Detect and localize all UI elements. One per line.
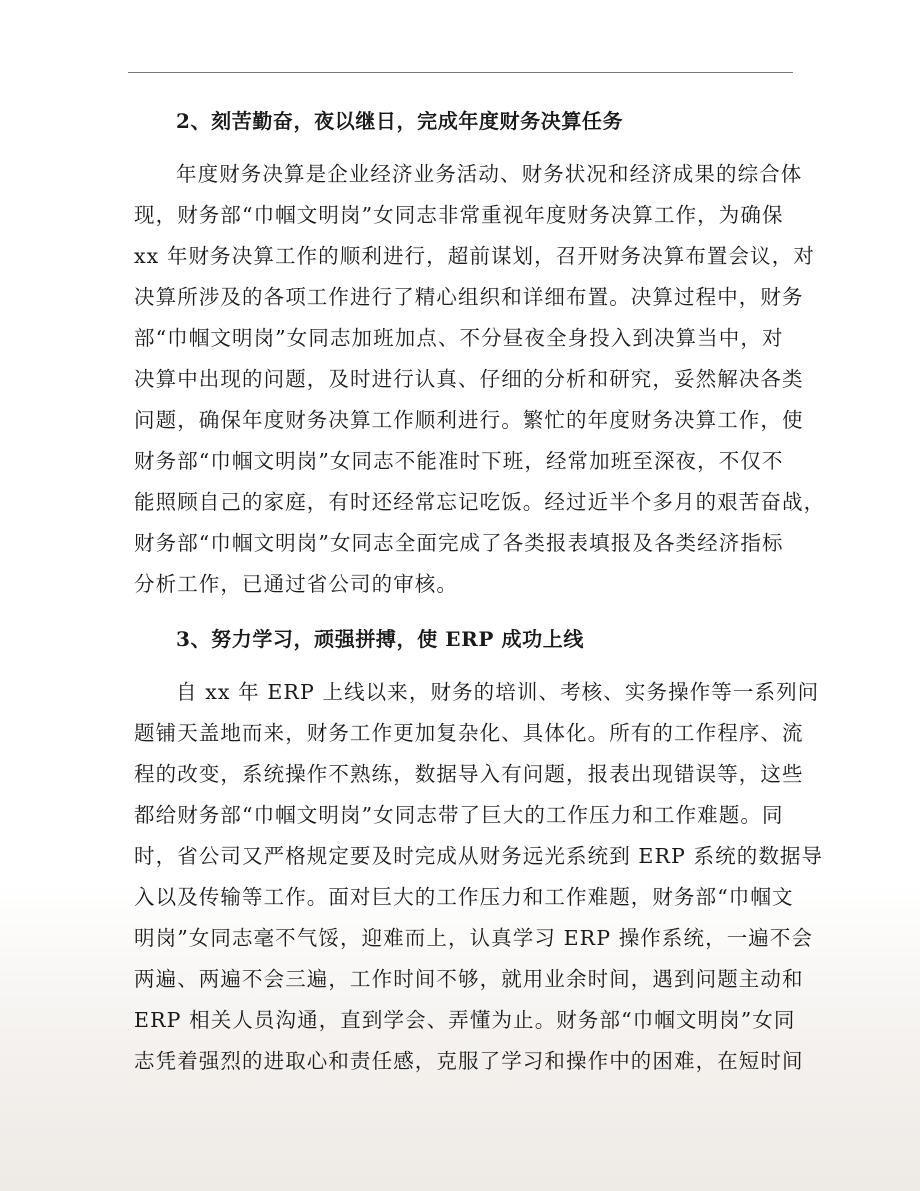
paragraph-line: 财务部“巾帼文明岗”女同志全面完成了各类报表填报及各类经济指标 <box>134 531 784 555</box>
paragraph-line: 部“巾帼文明岗”女同志加班加点、不分昼夜全身投入到决算当中，对 <box>134 326 784 350</box>
paragraph-line: 决算中出现的问题，及时进行认真、仔细的分析和研究，妥然解决各类 <box>134 367 804 391</box>
section-2-heading: 2、刻苦勤奋，夜以继日，完成年度财务决算任务 <box>176 109 624 133</box>
section-2-paragraph <box>134 154 826 605</box>
paragraph-line: 两遍、两遍不会三遍，工作时间不够，就用业余时间，遇到问题主动和 <box>134 967 804 991</box>
paragraph-line: 分析工作，已通过省公司的审核。 <box>134 572 458 596</box>
paragraph-line: ERP 相关人员沟通，直到学会、弄懂为止。财务部“巾帼文明岗”女同 <box>134 1008 796 1032</box>
paragraph-line: 都给财务部“巾帼文明岗”女同志带了巨大的工作压力和工作难题。同 <box>134 803 784 827</box>
document-body <box>134 101 826 1082</box>
paragraph-line: xx 年财务决算工作的顺利进行，超前谋划，召开财务决算布置会议，对 <box>134 244 815 268</box>
header-rule <box>128 72 793 73</box>
paragraph-line: 决算所涉及的各项工作进行了精心组织和详细布置。决算过程中，财务 <box>134 285 804 309</box>
paragraph-line: 能照顾自己的家庭，有时还经常忘记吃饭。经过近半个多月的艰苦奋战， <box>134 490 826 514</box>
paragraph-line: 财务部“巾帼文明岗”女同志不能准时下班，经常加班至深夜，不仅不 <box>134 449 784 473</box>
section-3-paragraph <box>134 672 824 1082</box>
paragraph-line: 志凭着强烈的进取心和责任感，克服了学习和操作中的困难，在短时间 <box>134 1049 804 1073</box>
paragraph-line: 自 xx 年 ERP 上线以来，财务的培训、考核、实务操作等一系列问 <box>176 680 820 704</box>
paragraph-line: 时，省公司又严格规定要及时完成从财务远光系统到 ERP 系统的数据导 <box>134 844 824 868</box>
paragraph-line: 明岗”女同志毫不气馁，迎难而上，认真学习 ERP 操作系统，一遍不会 <box>134 926 814 950</box>
paragraph-line: 问题，确保年度财务决算工作顺利进行。繁忙的年度财务决算工作，使 <box>134 408 804 432</box>
paragraph-line: 入以及传输等工作。面对巨大的工作压力和工作难题，财务部“巾帼文 <box>134 885 794 909</box>
section-3-heading: 3、努力学习，顽强拼搏，使 ERP 成功上线 <box>176 627 584 651</box>
paragraph-line: 题铺天盖地而来，财务工作更加复杂化、具体化。所有的工作程序、流 <box>134 721 804 745</box>
paragraph-line: 程的改变，系统操作不熟练，数据导入有问题，报表出现错误等，这些 <box>134 762 804 786</box>
paragraph-line: 年度财务决算是企业经济业务活动、财务状况和经济成果的综合体 <box>176 162 803 186</box>
paragraph-line: 现，财务部“巾帼文明岗”女同志非常重视年度财务决算工作，为确保 <box>134 203 784 227</box>
